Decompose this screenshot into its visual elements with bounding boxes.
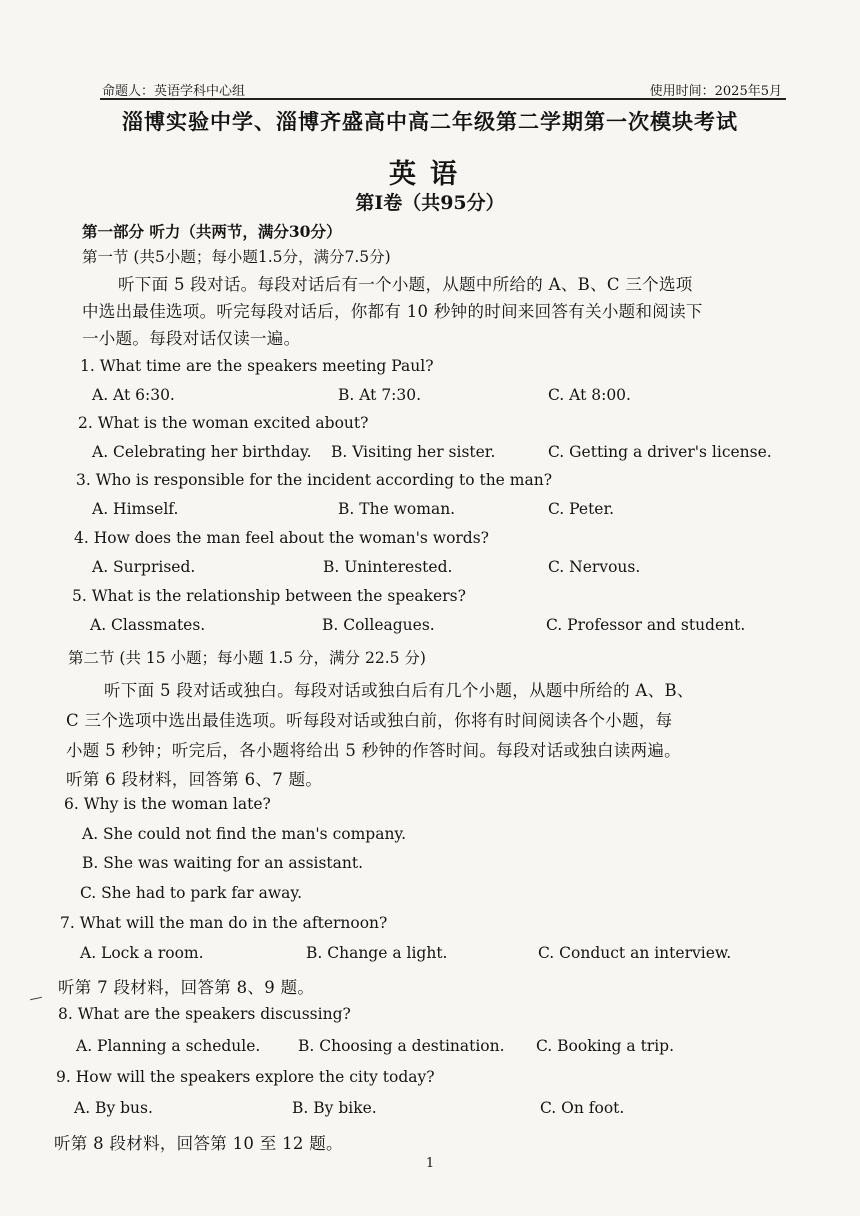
option-c: C. On foot. [540, 1099, 625, 1117]
option-a: A. Celebrating her birthday. [92, 443, 312, 461]
section2-title: 第二节 (共 15 小题；每小题 1.5 分，满分 22.5 分) [68, 649, 426, 667]
part1-title: 第一部分 听力（共两节，满分30分） [82, 222, 342, 241]
option-c: C. Peter. [548, 500, 615, 518]
material-heading: 听第 6 段材料，回答第 6、7 题。 [66, 770, 323, 789]
option-a: A. Classmates. [90, 616, 206, 634]
question-stem: 8. What are the speakers discussing? [58, 1005, 351, 1023]
option-a: A. She could not find the man's company. [82, 825, 407, 843]
section2-instruction-line: 听下面 5 段对话或独白。每段对话或独白后有几个小题，从题中所给的 A、B、 [104, 681, 694, 700]
option-b: B. She was waiting for an assistant. [82, 854, 364, 872]
section1-instruction-line: 听下面 5 段对话。每段对话后有一个小题，从题中所给的 A、B、C 三个选项 [118, 275, 693, 294]
section1-title: 第一节 (共5小题；每小题1.5分，满分7.5分) [82, 248, 391, 266]
option-a: A. At 6:30. [92, 386, 175, 404]
option-b: B. Colleagues. [322, 616, 435, 634]
option-b: B. By bike. [292, 1099, 377, 1117]
option-c: C. Conduct an interview. [538, 944, 732, 962]
option-b: B. Change a light. [306, 944, 448, 962]
question-stem: 3. Who is responsible for the incident according to the man? [76, 471, 553, 489]
option-b: B. Visiting her sister. [331, 443, 496, 461]
header-divider [100, 98, 786, 100]
option-b: B. The woman. [338, 500, 456, 518]
section1-instruction-line: 中选出最佳选项。听完每段对话后，你都有 10 秒钟的时间来回答有关小题和阅读下 [82, 302, 703, 321]
question-stem: 2. What is the woman excited about? [78, 414, 369, 432]
question-stem: 7. What will the man do in the afternoon? [60, 914, 388, 932]
question-stem: 1. What time are the speakers meeting Paul? [80, 357, 434, 375]
option-c: C. Professor and student. [546, 616, 746, 634]
option-c: C. Getting a driver's license. [548, 443, 772, 461]
author-label: 命题人：英语学科中心组 [102, 84, 246, 99]
question-stem: 5. What is the relationship between the speakers? [72, 587, 466, 605]
question-stem: 4. How does the man feel about the woman's words? [74, 529, 489, 547]
material-heading: 听第 7 段材料，回答第 8、9 题。 [58, 978, 315, 997]
option-c: C. At 8:00. [548, 386, 631, 404]
option-b: B. Choosing a destination. [298, 1037, 505, 1055]
section2-instruction-line: 小题 5 秒钟；听完后，各小题将给出 5 秒钟的作答时间。每段对话或独白读两遍。 [66, 741, 681, 760]
page-number: 1 [425, 1156, 435, 1171]
option-a: A. Himself. [92, 500, 179, 518]
option-c: C. Booking a trip. [536, 1037, 675, 1055]
option-a: A. By bus. [74, 1099, 153, 1117]
question-stem: 6. Why is the woman late? [64, 795, 271, 813]
option-b: B. Uninterested. [323, 558, 453, 576]
option-a: A. Planning a schedule. [76, 1037, 261, 1055]
material-heading: 听第 8 段材料，回答第 10 至 12 题。 [54, 1134, 343, 1153]
option-a: A. Surprised. [92, 558, 196, 576]
option-c: C. Nervous. [548, 558, 641, 576]
option-b: B. At 7:30. [338, 386, 422, 404]
volume-title: 第Ⅰ卷（共95分） [355, 192, 505, 214]
subject-title: 英语 [389, 159, 471, 190]
option-a: A. Lock a room. [80, 944, 204, 962]
question-stem: 9. How will the speakers explore the city today? [56, 1068, 435, 1086]
option-c: C. She had to park far away. [80, 884, 303, 902]
margin-mark [30, 997, 42, 1000]
section2-instruction-line: C 三个选项中选出最佳选项。听每段对话或独白前，你将有时间阅读各个小题，每 [66, 711, 673, 730]
section1-instruction-line: 一小题。每段对话仅读一遍。 [82, 329, 301, 348]
date-label: 使用时间：2025年5月 [649, 84, 782, 99]
school-title: 淄博实验中学、淄博齐盛高中高二年级第二学期第一次模块考试 [122, 109, 738, 134]
